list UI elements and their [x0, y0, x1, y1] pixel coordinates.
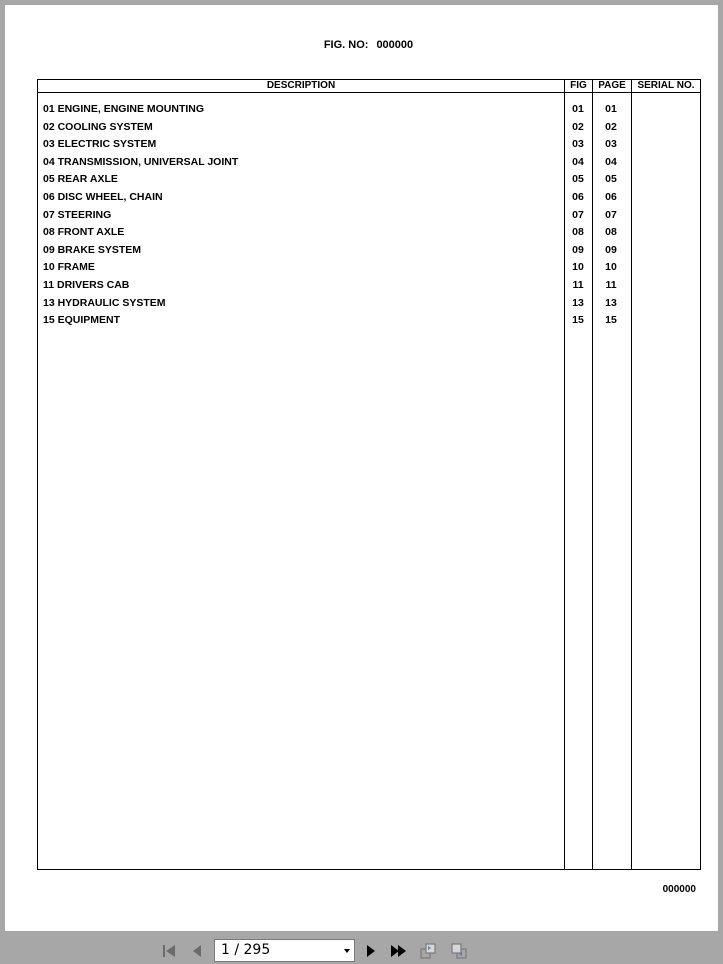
row-fig: 10 — [572, 261, 584, 274]
row-fig: 09 — [572, 243, 584, 256]
row-page: 04 — [605, 155, 617, 168]
next-view-icon[interactable] — [450, 942, 468, 960]
row-page: 06 — [605, 191, 617, 203]
column-header-fig: FIG — [570, 80, 587, 91]
row-page: 09 — [605, 243, 617, 256]
table-row — [38, 313, 700, 331]
table-row — [38, 172, 700, 190]
document-page — [5, 5, 718, 931]
row-description: 01 ENGINE, ENGINE MOUNTING — [43, 103, 205, 115]
row-fig: 04 — [572, 155, 584, 168]
row-fig: 01 — [572, 103, 584, 115]
footer-number: 000000 — [662, 884, 696, 895]
row-description: 10 FRAME — [43, 261, 95, 274]
row-page: 15 — [605, 314, 617, 327]
table-row — [38, 296, 700, 314]
row-description: 15 EQUIPMENT — [43, 314, 121, 327]
row-page: 01 — [605, 103, 617, 115]
table-row — [38, 155, 700, 173]
chevron-down-icon[interactable] — [344, 949, 350, 953]
navigation-toolbar — [0, 936, 723, 964]
column-header-serial: SERIAL NO. — [637, 80, 695, 91]
column-header-description: DESCRIPTION — [266, 80, 336, 91]
row-description: 07 STEERING — [43, 208, 112, 221]
previous-view-icon[interactable] — [419, 942, 437, 960]
row-fig: 15 — [572, 314, 584, 327]
page-indicator: 1 / 295 — [221, 942, 271, 958]
first-page-icon[interactable] — [160, 942, 178, 960]
table-row — [38, 278, 700, 296]
table-row — [38, 243, 700, 261]
row-page: 13 — [605, 296, 617, 309]
row-fig: 13 — [572, 296, 584, 309]
row-page: 03 — [605, 138, 617, 151]
table-row — [38, 137, 700, 155]
row-description: 03 ELECTRIC SYSTEM — [43, 138, 157, 151]
row-page: 02 — [605, 120, 617, 133]
row-description: 05 REAR AXLE — [43, 173, 118, 186]
last-page-icon[interactable] — [389, 942, 407, 960]
table-row — [38, 102, 700, 120]
row-description: 13 HYDRAULIC SYSTEM — [43, 296, 166, 309]
page-number-select[interactable] — [214, 939, 355, 962]
row-description: 09 BRAKE SYSTEM — [43, 243, 142, 256]
row-fig: 08 — [572, 226, 584, 239]
next-page-icon[interactable] — [362, 942, 380, 960]
row-fig: 06 — [572, 191, 584, 203]
previous-page-icon[interactable] — [188, 942, 206, 960]
fig-number: 000000 — [376, 39, 414, 51]
row-page: 07 — [605, 208, 617, 221]
row-page: 08 — [605, 226, 617, 239]
table-row — [38, 190, 700, 208]
fig-number-header — [5, 39, 718, 51]
row-description: 02 COOLING SYSTEM — [43, 120, 153, 133]
fig-label: FIG. NO: — [323, 39, 369, 51]
row-page: 10 — [605, 261, 617, 274]
row-page: 11 — [605, 279, 617, 291]
row-fig: 02 — [572, 120, 584, 133]
row-fig: 07 — [572, 208, 584, 221]
column-header-page: PAGE — [598, 80, 626, 91]
row-description: 06 DISC WHEEL, CHAIN — [43, 191, 163, 203]
row-fig: 11 — [572, 279, 584, 291]
contents-table — [37, 79, 701, 870]
row-fig: 03 — [572, 138, 584, 151]
row-fig: 05 — [572, 173, 584, 186]
row-description: 08 FRONT AXLE — [43, 226, 125, 239]
row-description: 11 DRIVERS CAB — [43, 279, 130, 291]
table-row — [38, 120, 700, 138]
table-row — [38, 260, 700, 278]
table-row — [38, 208, 700, 226]
row-page: 05 — [605, 173, 617, 186]
header-divider — [38, 92, 700, 93]
row-description: 04 TRANSMISSION, UNIVERSAL JOINT — [43, 155, 239, 168]
table-row — [38, 225, 700, 243]
